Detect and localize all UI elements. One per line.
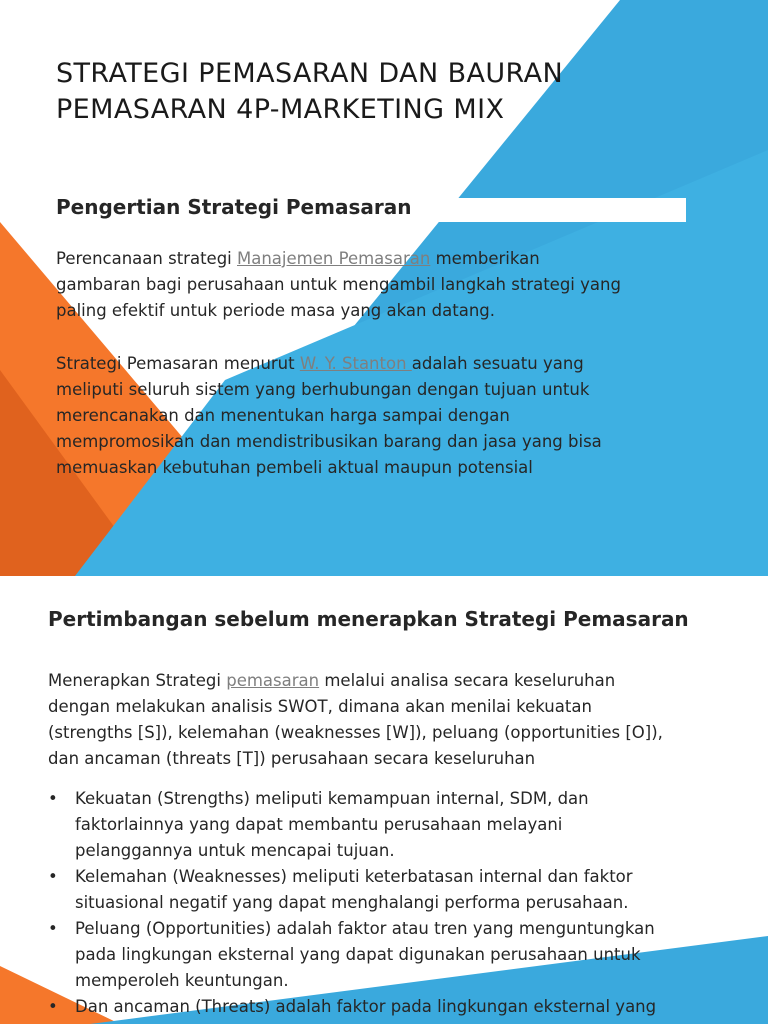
text-run: memberikan (430, 249, 540, 268)
text-run: adalah sesuatu yang (411, 354, 584, 373)
bullet-line: pelanggannya untuk mencapai tujuan. (75, 841, 395, 860)
title-line-1: STRATEGI PEMASARAN DAN BAURAN (56, 58, 564, 89)
paragraph-line (48, 668, 663, 694)
paragraph-perencanaan (56, 246, 716, 324)
bullet-icon: • (48, 997, 58, 1016)
bullet-line: faktorlainnya yang dapat membantu perusahaan melayani (75, 815, 563, 834)
slide-2-heading: Pertimbangan sebelum menerapkan Strategi Pemasaran (48, 607, 689, 631)
paragraph-line (56, 351, 716, 377)
bullet-strengths (48, 786, 656, 864)
bullet-line: Kelemahan (Weaknesses) meliputi keterbatasan internal dan faktor (75, 867, 633, 886)
text-run: melalui analisa secara keseluruhan (319, 671, 616, 690)
paragraph-line: memuaskan kebutuhan pembeli aktual maupun potensial (56, 458, 533, 477)
text-run: Perencanaan strategi (56, 249, 237, 268)
bullet-line: Dan ancaman (Threats) adalah faktor pada lingkungan eksternal yang (75, 997, 657, 1016)
paragraph-line: gambaran bagi perusahaan untuk mengambil langkah strategi yang (56, 275, 621, 294)
slide-2 (0, 576, 768, 1024)
paragraph-line (56, 246, 716, 272)
bullet-weaknesses (48, 864, 656, 916)
paragraph-line: dengan melakukan analisis SWOT, dimana akan menilai kekuatan (48, 697, 592, 716)
bullet-line: Kekuatan (Strengths) meliputi kemampuan internal, SDM, dan (75, 789, 589, 808)
paragraph-line: merencanakan dan menentukan harga sampai dengan (56, 406, 510, 425)
paragraph-line: (strengths [S]), kelemahan (weaknesses [W]), peluang (opportunities [O]), (48, 723, 663, 742)
bullet-line: Peluang (Opportunities) adalah faktor atau tren yang menguntungkan (75, 919, 655, 938)
bullet-icon: • (48, 789, 58, 808)
bullet-line: pada lingkungan eksternal yang dapat digunakan perusahaan untuk (75, 945, 641, 964)
text-run: Menerapkan Strategi (48, 671, 227, 690)
paragraph-line: mempromosikan dan mendistribusikan barang dan jasa yang bisa (56, 432, 602, 451)
bullet-icon: • (48, 919, 58, 938)
slide-title (56, 56, 563, 128)
bullet-line: memperoleh keuntungan. (75, 971, 289, 990)
link-wy-stanton[interactable]: W. Y. Stanton (299, 354, 412, 373)
bullet-opportunities (48, 916, 656, 994)
swot-intro-paragraph (48, 668, 663, 772)
bullet-threats (48, 994, 656, 1020)
paragraph-stanton (56, 351, 716, 481)
paragraph-line: dan ancaman (threats [T]) perusahaan secara keseluruhan (48, 749, 536, 768)
paragraph-line: paling efektif untuk periode masa yang akan datang. (56, 301, 496, 320)
paragraph-line: meliputi seluruh sistem yang berhubungan dengan tujuan untuk (56, 380, 590, 399)
title-line-2: PEMASARAN 4P-MARKETING MIX (56, 94, 505, 125)
link-pemasaran[interactable]: pemasaran (226, 671, 320, 690)
text-run: Strategi Pemasaran menurut (56, 354, 300, 373)
link-manajemen-pemasaran[interactable]: Manajemen Pemasaran (237, 249, 431, 268)
bullet-line: situasional negatif yang dapat menghalangi performa perusahaan. (75, 893, 629, 912)
swot-bullet-list (48, 786, 656, 1020)
subheading: Pengertian Strategi Pemasaran (56, 195, 412, 219)
bullet-icon: • (48, 867, 58, 886)
